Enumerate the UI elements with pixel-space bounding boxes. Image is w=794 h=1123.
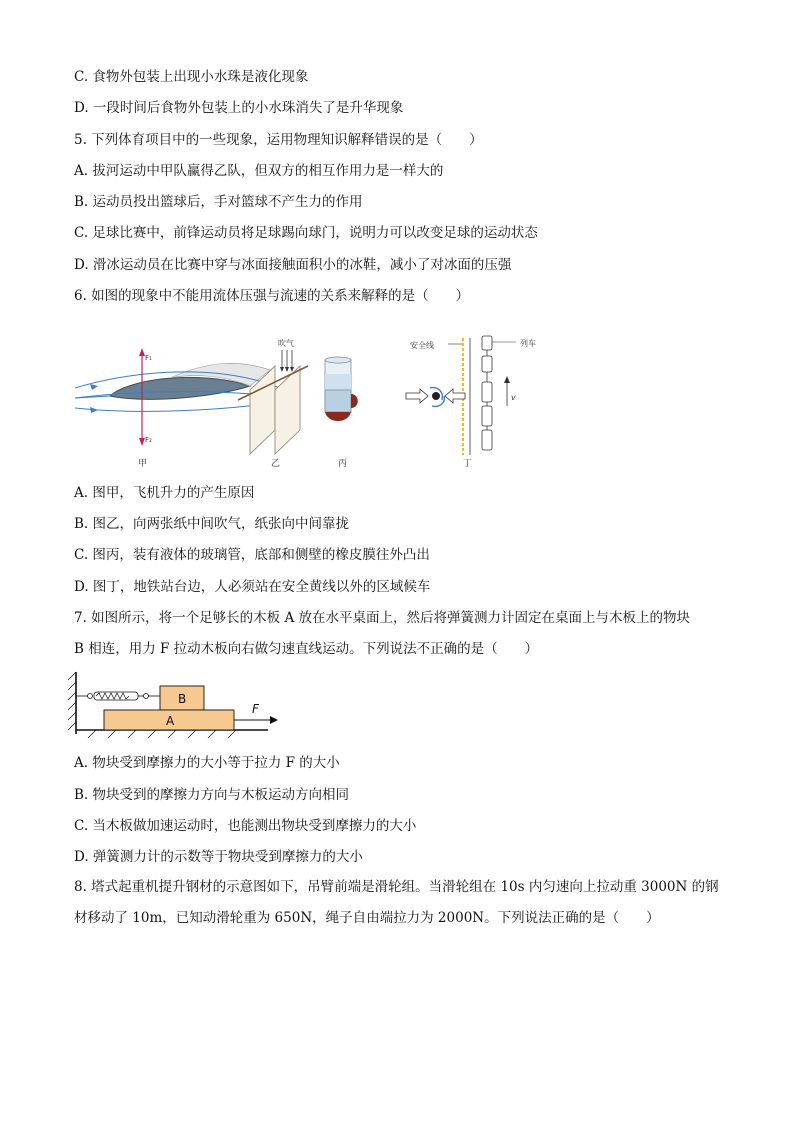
spring-scale	[76, 692, 160, 700]
q6-option-b: B. 图乙，向两张纸中间吹气，纸张向中间靠拢	[74, 516, 350, 532]
q5-option-b: B. 运动员投出篮球后，手对篮球不产生力的作用	[74, 194, 363, 210]
q7-option-b: B. 物块受到的摩擦力方向与木板运动方向相同	[74, 787, 350, 803]
q7-option-a: A. 物块受到摩擦力的大小等于拉力 F 的大小	[74, 755, 340, 771]
f2-label: F₂	[145, 436, 152, 444]
option-d-food: D. 一段时间后食物外包装上的小水珠消失了是升华现象	[74, 100, 404, 116]
q5-option-d: D. 滑冰运动员在比赛中穿与冰面接触面积小的冰鞋，减小了对冰面的压强	[74, 257, 512, 273]
f1-label: F₁	[145, 354, 152, 362]
train-label: 列车	[520, 339, 536, 348]
q6-option-d: D. 图丁，地铁站台边，人必须站在安全黄线以外的区域候车	[74, 579, 431, 595]
question-8: 8. 塔式起重机提升钢材的示意图如下，吊臂前端是滑轮组。当滑轮组在 10s 内匀速向上拉动重 3000N 的钢材移动了 10m，已知动滑轮重为 650N，绳子自由端拉力为 2000N。下列说法正确的是（ ）	[74, 879, 719, 926]
figure-bing-tube	[325, 357, 358, 469]
v-label: v	[511, 393, 516, 402]
q5-option-a: A. 拔河运动中甲队赢得乙队，但双方的相互作用力是一样大的	[74, 163, 444, 179]
label-bing: 丙	[338, 459, 348, 469]
q7-option-c: C. 当木板做加速运动时，也能测出物块受到摩擦力的大小	[74, 818, 417, 834]
label-ding: 丁	[463, 459, 473, 469]
safety-line-label: 安全线	[410, 341, 434, 350]
figure-yi-paper	[238, 338, 308, 469]
figure-jia-airfoil	[75, 348, 280, 469]
question-7-line1: 7. 如图所示，将一个足够长的木板 A 放在水平桌面上，然后将弹簧测力计固定在桌面上与木板上的物块	[74, 610, 691, 626]
force-label: F	[252, 702, 259, 716]
question-5: 5. 下列体育项目中的一些现象，运用物理知识解释错误的是（ ）	[74, 132, 483, 148]
figure-ding-platform	[406, 336, 536, 469]
block-b-label: B	[178, 692, 187, 706]
q7-figure	[68, 668, 288, 738]
board-a-label: A	[166, 714, 175, 728]
q6-figure	[70, 330, 570, 475]
q6-option-a: A. 图甲，飞机升力的产生原因	[74, 485, 255, 501]
blow-label: 吹气	[278, 339, 294, 348]
q5-option-c: C. 足球比赛中，前锋运动员将足球踢向球门，说明力可以改变足球的运动状态	[74, 225, 538, 241]
question-6: 6. 如图的现象中不能用流体压强与流速的关系来解释的是（ ）	[74, 288, 470, 304]
q6-option-c: C. 图丙，装有液体的玻璃管，底部和侧壁的橡皮膜往外凸出	[74, 547, 430, 563]
label-yi: 乙	[271, 459, 281, 469]
option-c-food: C. 食物外包装上出现小水珠是液化现象	[74, 69, 309, 85]
question-7-line2: B 相连，用力 F 拉动木板向右做匀速直线运动。下列说法不正确的是（ ）	[74, 641, 539, 657]
q7-option-d: D. 弹簧测力计的示数等于物块受到摩擦力的大小	[74, 849, 363, 865]
label-jia: 甲	[138, 459, 148, 469]
